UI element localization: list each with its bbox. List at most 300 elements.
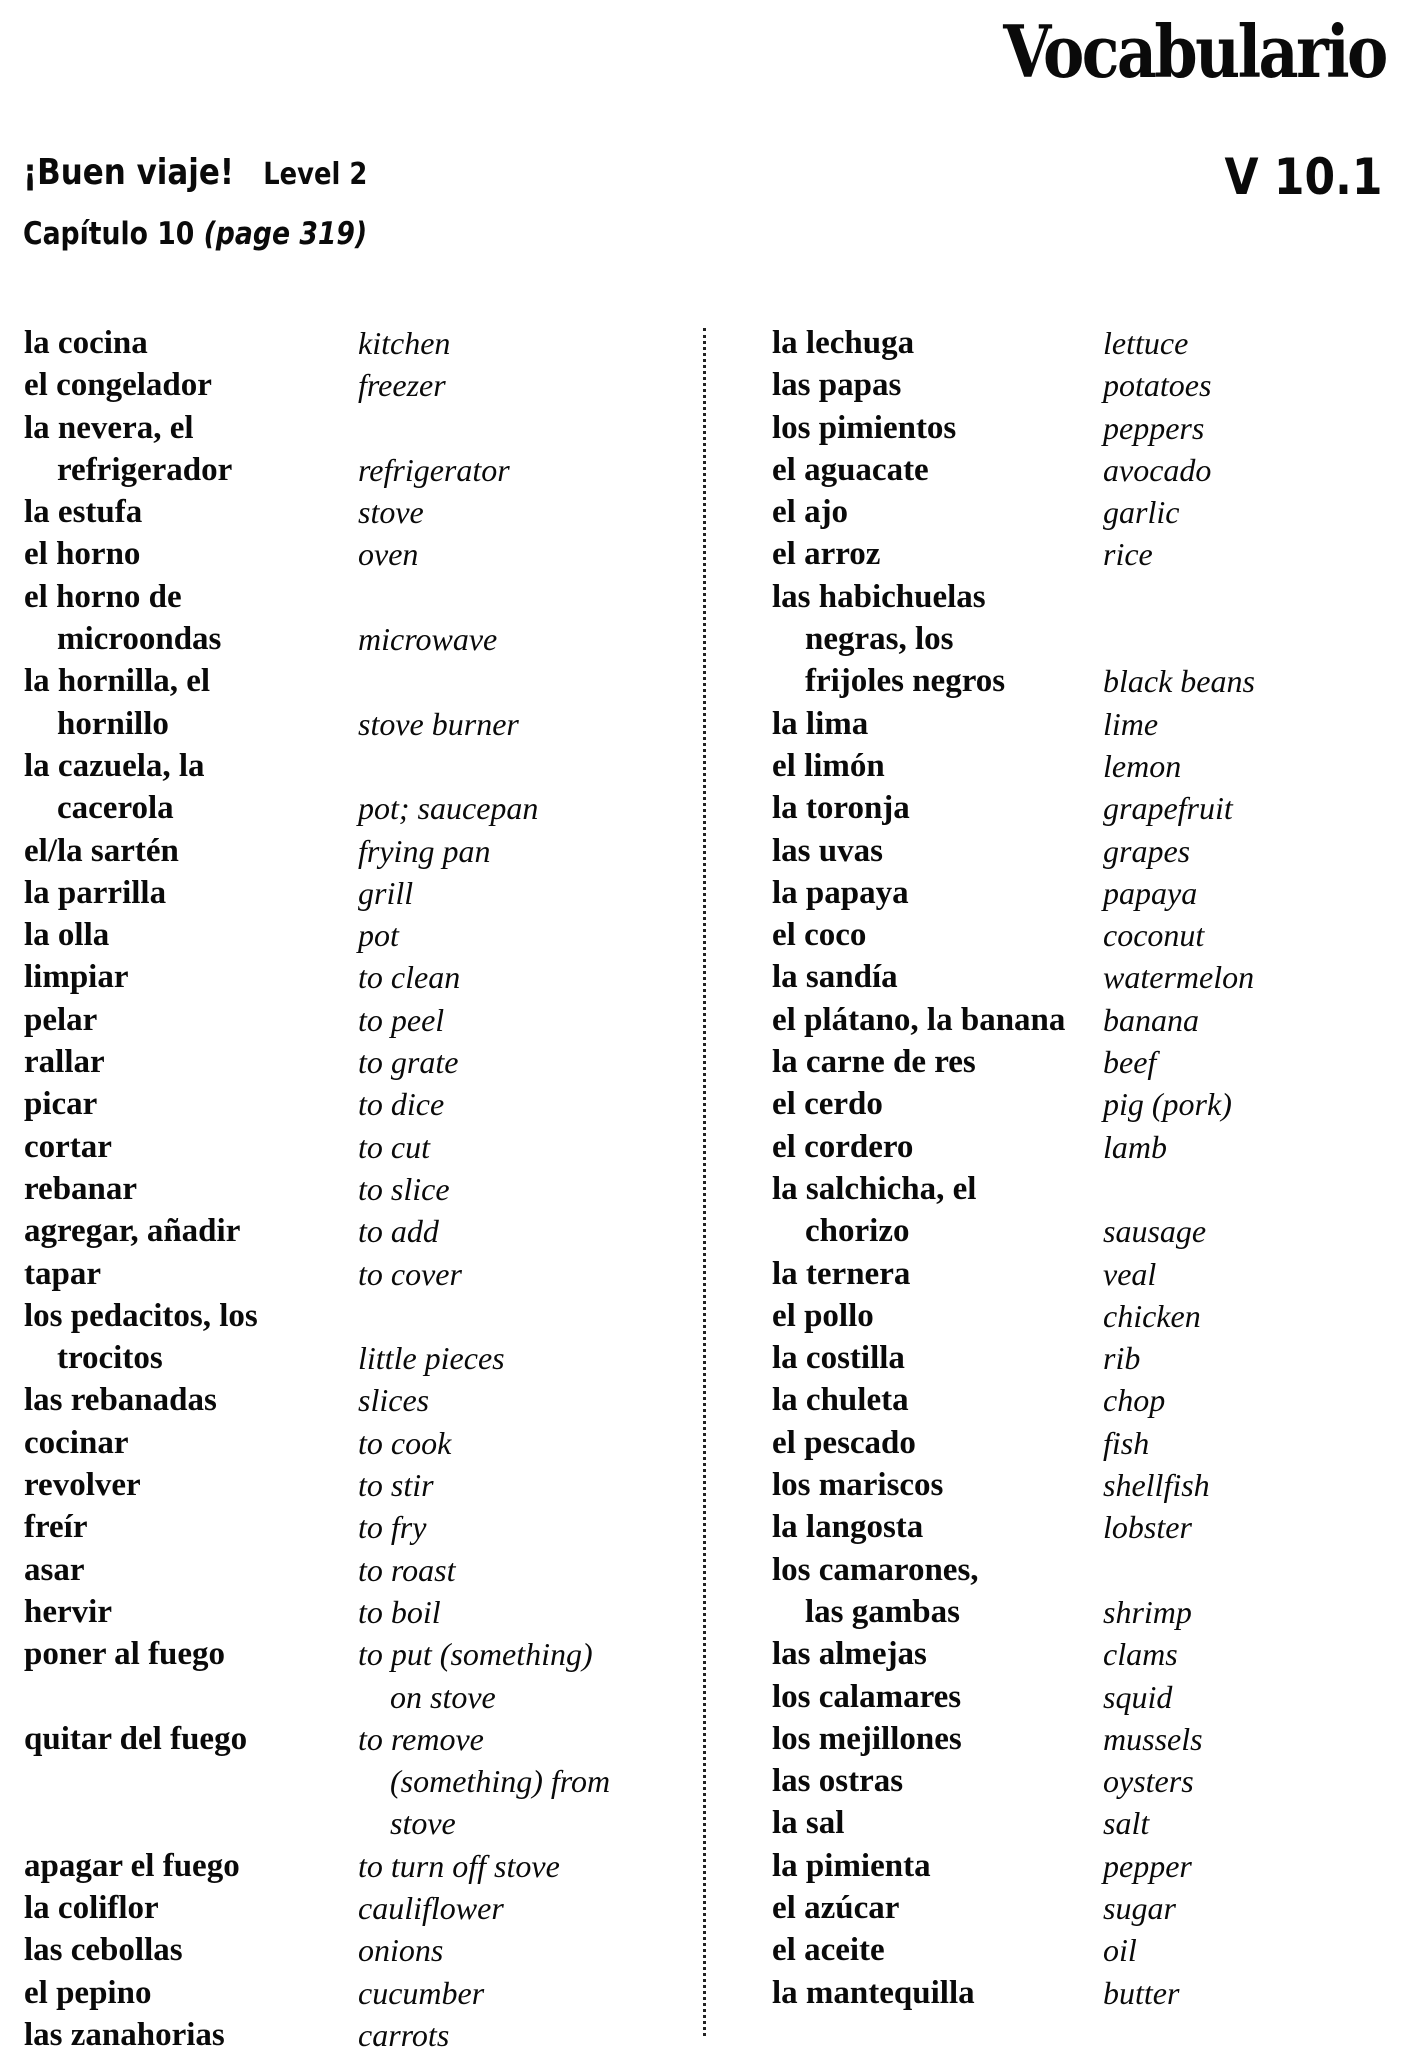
english-translation-line: to cook (358, 1424, 452, 1461)
english-translation (1103, 1802, 1149, 1844)
spanish-term-line: revolver (24, 1467, 141, 1504)
spanish-term (772, 576, 1392, 703)
english-translation (1103, 1295, 1201, 1337)
spanish-term (772, 1083, 1392, 1125)
english-translation-line: peppers (1103, 409, 1205, 446)
english-translation (1103, 703, 1158, 745)
spanish-term-line: el plátano, la banana (772, 1001, 1066, 1038)
english-translation (1103, 1887, 1176, 1929)
english-translation-line: to peel (358, 1001, 445, 1038)
english-translation (1103, 1633, 1178, 1675)
spanish-term-line: agregar, añadir (24, 1213, 241, 1250)
spanish-term-line: las cebollas (24, 1932, 183, 1969)
vocab-entry (24, 1929, 694, 1971)
spanish-term (772, 533, 1392, 575)
spanish-term (772, 1929, 1392, 1971)
spanish-term-line: apagar el fuego (24, 1847, 240, 1884)
english-translation (358, 1845, 560, 1887)
english-translation (358, 1422, 451, 1464)
english-translation-line: (something) from (390, 1763, 611, 1800)
spanish-term (772, 1168, 1392, 1253)
english-translation (358, 1168, 450, 1210)
spanish-term-line: la lechuga (772, 325, 915, 361)
spanish-term-line: negras, los (805, 621, 954, 658)
spanish-term-line: el limón (772, 747, 885, 784)
english-translation-line: grill (358, 874, 414, 911)
vocab-entry (24, 1126, 694, 1168)
spanish-term-line: las almejas (772, 1636, 927, 1673)
english-translation-line: cucumber (358, 1974, 485, 2011)
vocab-entry (24, 1041, 694, 1083)
english-translation (1103, 1506, 1192, 1548)
vocab-entry (772, 1506, 1392, 1548)
vocab-column-right (772, 322, 1392, 2014)
spanish-term (772, 1422, 1392, 1464)
spanish-term-line: la nevera, el (24, 409, 194, 446)
english-translation-line: lime (1103, 705, 1159, 742)
english-translation-line: pot; saucepan (358, 790, 539, 827)
vocab-entry (24, 1083, 694, 1125)
vocab-entry (24, 1295, 694, 1380)
english-translation (358, 787, 538, 829)
spanish-term-line: la lima (772, 705, 869, 742)
english-translation (1103, 1210, 1206, 1252)
vocab-column-left (24, 322, 694, 2056)
vocab-entry (772, 872, 1392, 914)
spanish-term (772, 491, 1392, 533)
english-translation-line: to clean (358, 959, 461, 996)
english-translation (1103, 1929, 1137, 1971)
english-translation-line: beef (1103, 1044, 1157, 1081)
spanish-term-line: cortar (24, 1128, 112, 1165)
english-translation (1103, 1464, 1210, 1506)
spanish-term-line: la papaya (772, 874, 909, 911)
english-translation (1103, 1676, 1172, 1718)
english-translation-line: garlic (1103, 494, 1180, 531)
english-translation (358, 703, 519, 745)
english-translation (1103, 1845, 1192, 1887)
vocab-entry (24, 1464, 694, 1506)
english-translation (358, 1253, 462, 1295)
vocab-entry (24, 914, 694, 956)
spanish-term-line: el horno (24, 536, 141, 573)
spanish-term-line: la carne de res (772, 1044, 976, 1081)
spanish-term-line: pelar (24, 1001, 98, 1038)
vocab-entry (24, 1718, 694, 1845)
spanish-term-line: rallar (24, 1044, 105, 1081)
vocab-entry (24, 364, 694, 406)
spanish-term-line: microondas (57, 621, 222, 658)
english-translation-line: to boil (358, 1593, 441, 1630)
vocab-entry (772, 1041, 1392, 1083)
spanish-term (772, 449, 1392, 491)
chapter-label: Capítulo 10 (23, 216, 195, 252)
spanish-term-line: los mejillones (772, 1720, 962, 1757)
english-translation-line: rib (1103, 1340, 1141, 1377)
spanish-term-line: los pedacitos, los (24, 1297, 258, 1334)
vocab-entry (24, 1887, 694, 1929)
spanish-term (772, 1126, 1392, 1168)
spanish-term-line: tapar (24, 1255, 101, 1292)
english-translation (358, 1591, 441, 1633)
spanish-term-line: la chuleta (772, 1382, 909, 1419)
vocab-entry (24, 1168, 694, 1210)
english-translation-line: grapefruit (1103, 790, 1233, 827)
vocab-entry (772, 830, 1392, 872)
english-translation-line: papaya (1103, 874, 1198, 911)
vocab-entry (772, 1083, 1392, 1125)
spanish-term (772, 1464, 1392, 1506)
english-translation (358, 1549, 456, 1591)
english-translation-line: on stove (390, 1678, 496, 1715)
english-translation-line: oven (358, 536, 419, 573)
spanish-term-line: la salchicha, el (772, 1170, 977, 1207)
vocab-entry (772, 407, 1392, 449)
english-translation (358, 999, 444, 1041)
english-translation (1103, 872, 1197, 914)
english-translation-line: to grate (358, 1044, 459, 1081)
spanish-term-line: los mariscos (772, 1467, 944, 1504)
spanish-term (772, 1718, 1392, 1760)
spanish-term (772, 787, 1392, 829)
english-translation (1103, 1379, 1165, 1421)
english-translation (358, 1718, 610, 1845)
english-translation (1103, 1422, 1149, 1464)
spanish-term-line: las habichuelas (772, 578, 986, 615)
spanish-term-line: la costilla (772, 1340, 905, 1377)
english-translation (358, 1041, 458, 1083)
english-translation-line: oil (1103, 1932, 1137, 1969)
english-translation (1103, 914, 1204, 956)
english-translation (1103, 407, 1204, 449)
spanish-term-line: refrigerador (57, 451, 233, 488)
spanish-term (772, 364, 1392, 406)
spanish-term (772, 1253, 1392, 1295)
english-translation-line: pot (358, 917, 399, 954)
english-translation (358, 830, 490, 872)
english-translation (358, 1126, 430, 1168)
english-translation (358, 364, 446, 406)
spanish-term-line: freír (24, 1509, 88, 1546)
english-translation (358, 1929, 443, 1971)
spanish-term-line: hornillo (57, 705, 169, 742)
english-translation-line: kitchen (358, 325, 451, 361)
spanish-term-line: los pimientos (772, 409, 957, 446)
english-translation-line: avocado (1103, 451, 1212, 488)
vocab-entry (24, 999, 694, 1041)
vocab-entry (772, 745, 1392, 787)
vocab-entry (772, 999, 1392, 1041)
spanish-term-line: limpiar (24, 959, 129, 996)
english-translation (1103, 1591, 1192, 1633)
english-translation (1103, 1972, 1179, 2014)
english-translation-line: mussels (1103, 1720, 1203, 1757)
spanish-term-line: el azúcar (772, 1889, 900, 1926)
english-translation (1103, 660, 1255, 702)
spanish-term-line: la toronja (772, 790, 910, 827)
english-translation-line: sausage (1103, 1213, 1207, 1250)
spanish-term-line: la cocina (24, 325, 148, 361)
english-translation-line: to cover (358, 1255, 462, 1292)
english-translation-line: microwave (358, 621, 498, 658)
english-translation (1103, 491, 1179, 533)
spanish-term-line: la pimienta (772, 1847, 931, 1884)
book-heading (23, 152, 367, 193)
english-translation-line: rice (1103, 536, 1153, 573)
book-title: ¡Buen viaje! (23, 152, 234, 193)
spanish-term-line: hervir (24, 1593, 112, 1630)
spanish-term-line: las rebanadas (24, 1382, 217, 1419)
spanish-term (772, 1295, 1392, 1337)
spanish-term (772, 1676, 1392, 1718)
english-translation (358, 1633, 593, 1718)
english-translation-line: watermelon (1103, 959, 1255, 996)
vocab-entry (772, 914, 1392, 956)
english-translation-line: refrigerator (358, 451, 510, 488)
vocab-entry (24, 407, 694, 492)
vocab-entry (772, 703, 1392, 745)
english-translation-line: squid (1103, 1678, 1173, 1715)
english-translation-line: to dice (358, 1086, 445, 1123)
spanish-term-line: los calamares (772, 1678, 962, 1715)
english-translation-line: butter (1103, 1974, 1180, 2011)
english-translation (1103, 364, 1211, 406)
english-translation-line: fish (1103, 1424, 1150, 1461)
spanish-term (772, 407, 1392, 449)
vocab-entry (772, 1126, 1392, 1168)
vocab-entry (772, 1676, 1392, 1718)
column-divider (703, 328, 706, 2036)
vocab-entry (772, 1845, 1392, 1887)
english-translation (358, 322, 450, 364)
vocab-entry (24, 830, 694, 872)
english-translation-line: salt (1103, 1805, 1150, 1842)
spanish-term-line: la hornilla, el (24, 663, 211, 700)
english-translation-line: to add (358, 1213, 439, 1250)
spanish-term (772, 703, 1392, 745)
spanish-term-line: trocitos (57, 1340, 163, 1377)
spanish-term-line: los camarones, (772, 1551, 979, 1588)
spanish-term-line: cocinar (24, 1424, 129, 1461)
vocab-entry (772, 1549, 1392, 1634)
spanish-term (772, 1337, 1392, 1379)
english-translation (1103, 956, 1254, 998)
english-translation-line: lamb (1103, 1128, 1167, 1165)
spanish-term-line: asar (24, 1551, 85, 1588)
english-translation (358, 1379, 429, 1421)
spanish-term-line: la parrilla (24, 874, 167, 911)
vocab-entry (772, 1253, 1392, 1295)
english-translation (1103, 745, 1181, 787)
spanish-term-line: la cazuela, la (24, 747, 205, 784)
english-translation-line: coconut (1103, 917, 1205, 954)
english-translation (358, 491, 424, 533)
vocab-entry (24, 1845, 694, 1887)
spanish-term-line: el arroz (772, 536, 881, 573)
spanish-term-line: el cordero (772, 1128, 914, 1165)
spanish-term (772, 1379, 1392, 1421)
english-translation (358, 1972, 484, 2014)
vocab-entry (24, 1549, 694, 1591)
english-translation-line: slices (358, 1382, 430, 1419)
english-translation-line: pepper (1103, 1847, 1192, 1884)
spanish-term-line: la langosta (772, 1509, 924, 1546)
english-translation-line: clams (1103, 1636, 1178, 1673)
english-translation (1103, 533, 1153, 575)
english-translation (1103, 787, 1233, 829)
english-translation-line: lobster (1103, 1509, 1192, 1546)
vocab-entry (24, 576, 694, 661)
vocab-entry (24, 533, 694, 575)
english-translation-line: to cut (358, 1128, 430, 1165)
english-translation (1103, 322, 1188, 364)
vocab-entry (24, 322, 694, 364)
vocab-entry (24, 2014, 694, 2056)
vocab-entry (772, 1887, 1392, 1929)
spanish-term-line: las zanahorias (24, 2016, 225, 2053)
spanish-term (772, 1887, 1392, 1929)
vocab-entry (772, 1802, 1392, 1844)
spanish-term-line: la olla (24, 917, 110, 954)
english-translation (1103, 1760, 1194, 1802)
vocab-entry (772, 1929, 1392, 1971)
vocab-entry (772, 1168, 1392, 1253)
english-translation (1103, 1718, 1203, 1760)
spanish-term-line: el congelador (24, 367, 212, 404)
vocab-entry (24, 956, 694, 998)
vocab-entry (772, 1379, 1392, 1421)
vocab-entry (772, 1422, 1392, 1464)
page-title: Vocabulario (1003, 9, 1386, 94)
english-translation (1103, 1337, 1140, 1379)
spanish-term-line: el pollo (772, 1297, 874, 1334)
vocab-entry (772, 449, 1392, 491)
english-translation (358, 1083, 444, 1125)
vocab-entry (24, 1253, 694, 1295)
spanish-term (772, 872, 1392, 914)
vocab-entry (24, 660, 694, 745)
spanish-term-line: cacerola (57, 790, 174, 827)
english-translation-line: carrots (358, 2016, 450, 2053)
english-translation (358, 914, 399, 956)
vocab-entry (772, 364, 1392, 406)
english-translation-line: chicken (1103, 1297, 1201, 1334)
spanish-term-line: la mantequilla (772, 1974, 975, 2011)
sheet-code: V 10.1 (1224, 148, 1382, 206)
english-translation-line: to remove (358, 1720, 484, 1757)
vocab-entry (24, 1379, 694, 1421)
english-translation-line: stove (390, 1805, 456, 1842)
english-translation-line: potatoes (1103, 367, 1212, 404)
spanish-term (772, 1845, 1392, 1887)
spanish-term-line: poner al fuego (24, 1636, 226, 1673)
spanish-term-line: las papas (772, 367, 902, 404)
vocab-entry (24, 1633, 694, 1718)
chapter-heading (23, 216, 367, 252)
english-translation (1103, 999, 1199, 1041)
english-translation (358, 618, 497, 660)
english-translation-line: frying pan (358, 832, 491, 869)
spanish-term (772, 322, 1392, 364)
vocab-entry (772, 956, 1392, 998)
english-translation-line: black beans (1103, 663, 1255, 700)
vocab-entry (24, 1506, 694, 1548)
spanish-term-line: frijoles negros (805, 663, 1006, 700)
english-translation (358, 449, 510, 491)
english-translation (1103, 1126, 1167, 1168)
spanish-term (772, 956, 1392, 998)
english-translation-line: chop (1103, 1382, 1166, 1419)
spanish-term (772, 1041, 1392, 1083)
english-translation (358, 1337, 505, 1379)
english-translation-line: little pieces (358, 1340, 505, 1377)
chapter-page-ref: (page 319) (203, 216, 368, 252)
vocab-entry (772, 1633, 1392, 1675)
spanish-term (772, 830, 1392, 872)
vocab-entry (772, 1295, 1392, 1337)
vocab-entry (24, 491, 694, 533)
spanish-term-line: el cerdo (772, 1086, 883, 1123)
english-translation-line: to fry (358, 1509, 427, 1546)
spanish-term-line: la coliflor (24, 1889, 159, 1926)
english-translation (1103, 830, 1190, 872)
spanish-term-line: quitar del fuego (24, 1720, 248, 1757)
english-translation-line: to turn off stove (358, 1847, 560, 1884)
spanish-term-line: chorizo (805, 1213, 910, 1250)
spanish-term-line: el aceite (772, 1932, 885, 1969)
english-translation (358, 533, 418, 575)
english-translation-line: banana (1103, 1001, 1199, 1038)
vocab-entry (772, 491, 1392, 533)
english-translation-line: cauliflower (358, 1889, 504, 1926)
spanish-term-line: la sal (772, 1805, 845, 1842)
vocab-entry (772, 1760, 1392, 1802)
spanish-term-line: el coco (772, 917, 867, 954)
english-translation-line: to roast (358, 1551, 456, 1588)
spanish-term (772, 1802, 1392, 1844)
spanish-term-line: las uvas (772, 832, 883, 869)
spanish-term-line: las gambas (805, 1593, 960, 1630)
english-translation (358, 1506, 426, 1548)
spanish-term-line: la estufa (24, 494, 143, 531)
english-translation-line: lemon (1103, 747, 1182, 784)
spanish-term (772, 1972, 1392, 2014)
english-translation (358, 956, 460, 998)
vocab-entry (24, 1210, 694, 1252)
spanish-term-line: el ajo (772, 494, 849, 531)
english-translation (358, 1464, 434, 1506)
english-translation (1103, 449, 1211, 491)
english-translation (358, 1887, 504, 1929)
spanish-term-line: el pepino (24, 1974, 152, 2011)
spanish-term (772, 914, 1392, 956)
vocab-entry (24, 745, 694, 830)
english-translation-line: lettuce (1103, 325, 1189, 361)
vocab-entry (24, 872, 694, 914)
english-translation (1103, 1041, 1156, 1083)
english-translation-line: grapes (1103, 832, 1191, 869)
vocab-entry (772, 576, 1392, 703)
english-translation (358, 1210, 439, 1252)
english-translation (358, 872, 413, 914)
english-translation-line: oysters (1103, 1763, 1194, 1800)
english-translation-line: freezer (358, 367, 446, 404)
english-translation-line: to slice (358, 1170, 450, 1207)
vocab-entry (772, 1464, 1392, 1506)
english-translation-line: to put (something) (358, 1636, 593, 1673)
english-translation-line: stove (358, 494, 424, 531)
vocab-entry (772, 1718, 1392, 1760)
